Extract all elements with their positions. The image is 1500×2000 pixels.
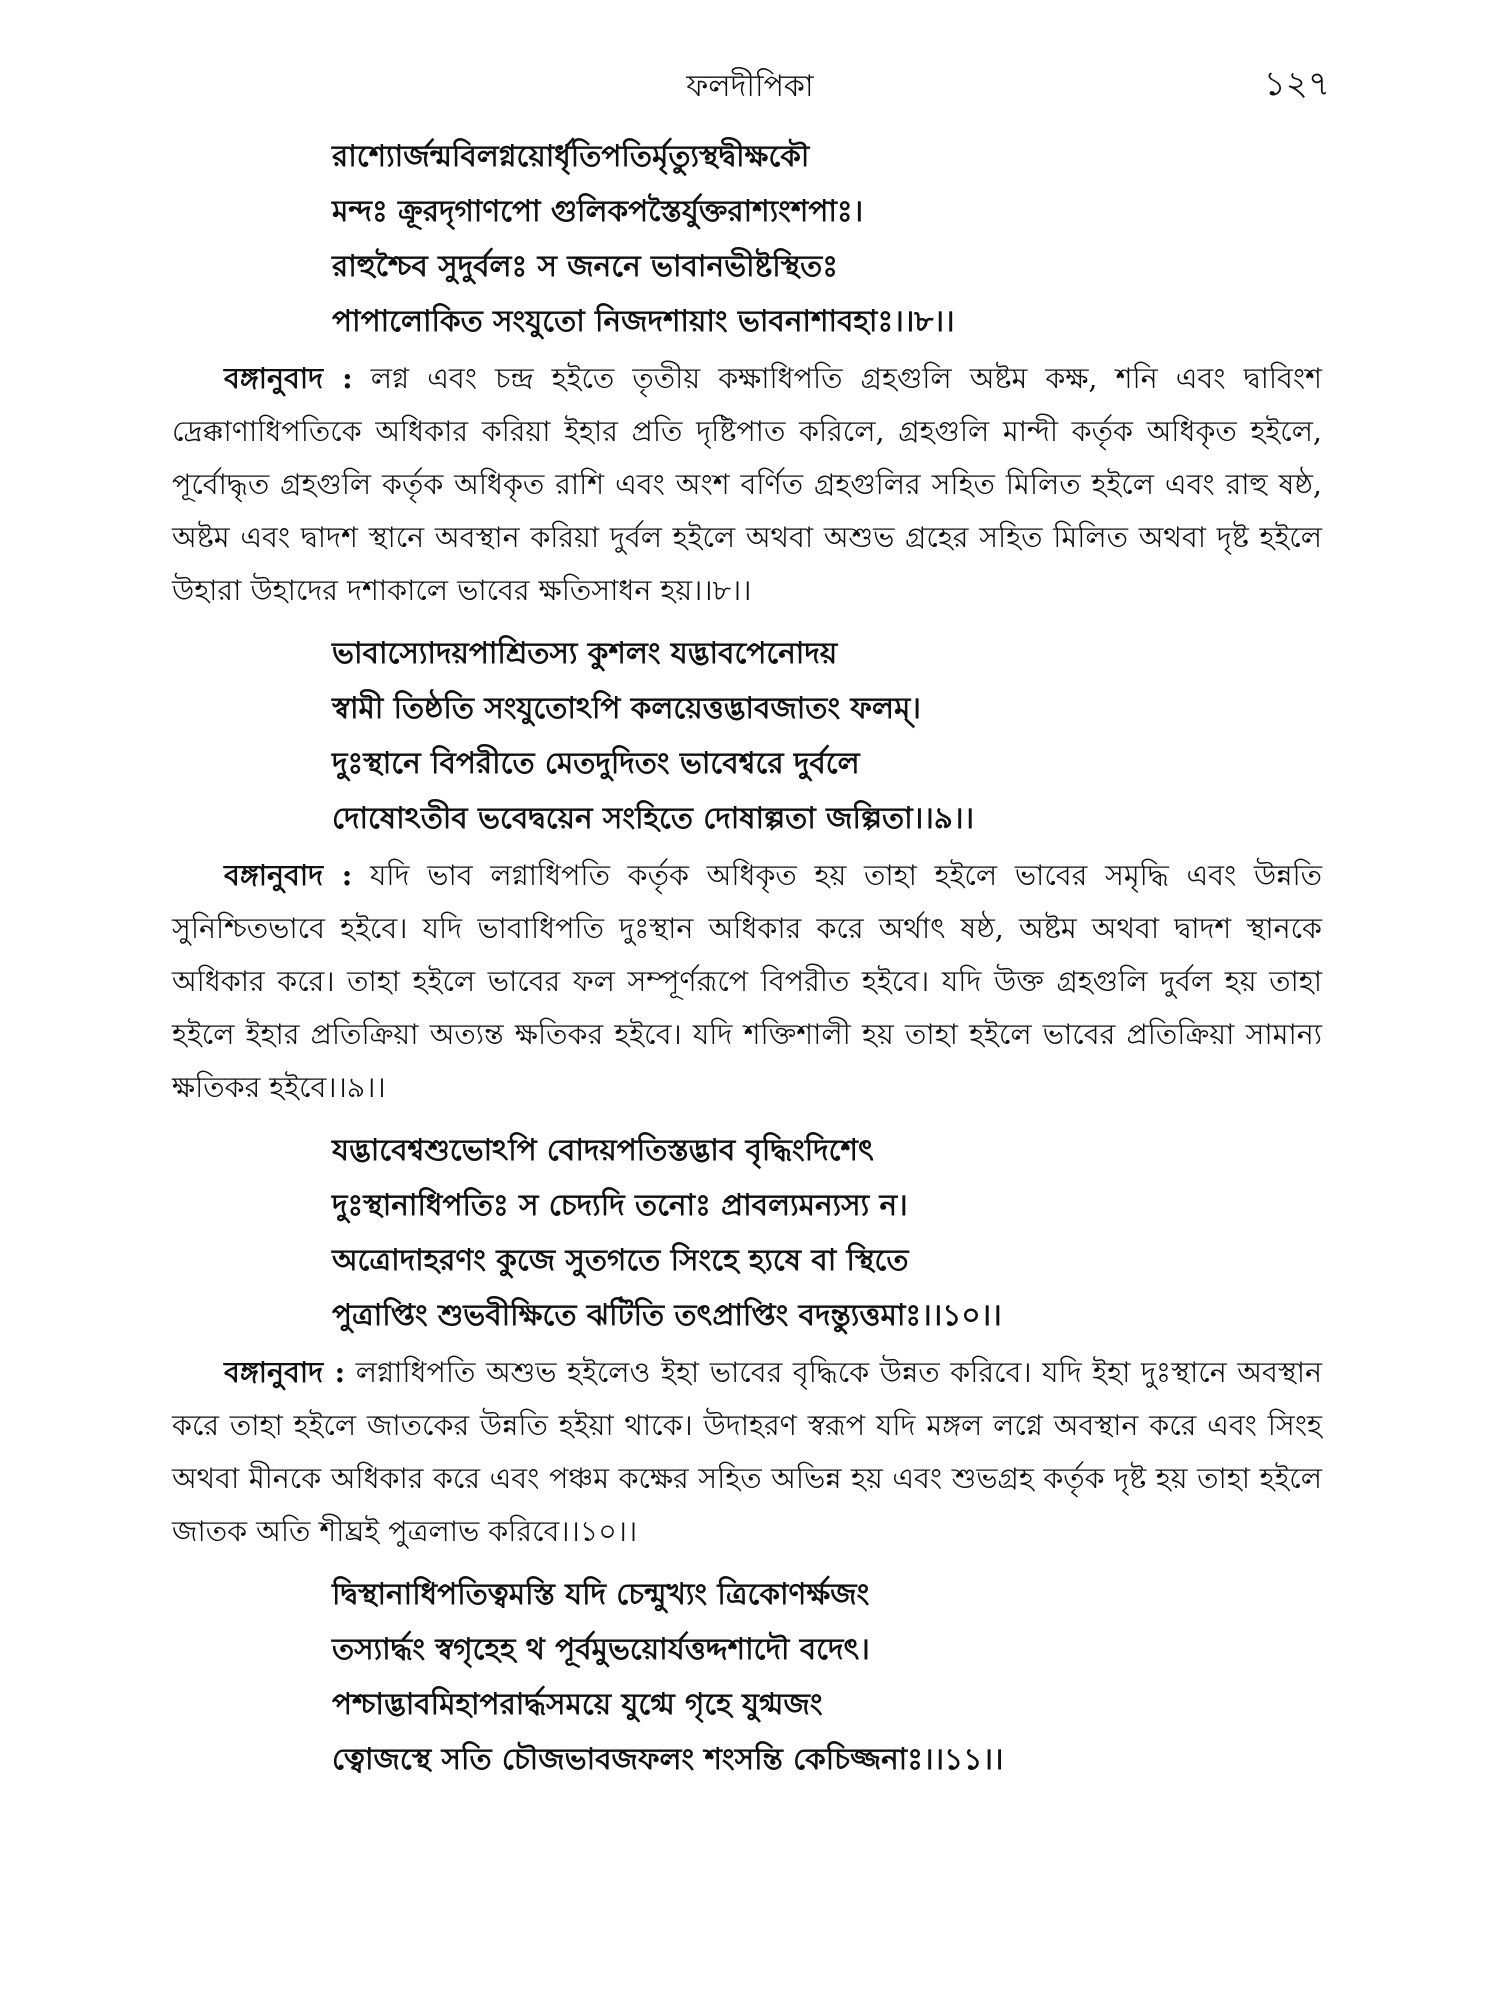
translation-9 bbox=[172, 849, 1322, 1114]
translation-10 bbox=[172, 1346, 1322, 1558]
verse-line: রাহুশ্চৈব সুদুর্বলঃ স জননে ভাবানভীষ্টস্থিতঃ bbox=[332, 248, 839, 283]
translation-label: বঙ্গানুবাদ : bbox=[224, 1355, 346, 1389]
translation-text: যদি ভাব লগ্নাধিপতি কর্তৃক অধিকৃত হয় তাহা হইলে ভাবের সমৃদ্ধি এবং উন্নতি সুনিশ্চিতভাবে হইবে। যদি ভাবাধিপতি দুঃস্থান অধিকার করে অর্থাৎ ষষ্ঠ, অষ্টম অথবা দ্বাদশ স্থানকে অধিকার করে। তাহা হইলে ভাবের ফল সম্পূর্ণরূপে বিপরীত হইবে। যদি উক্ত গ্রহগুলি দুর্বল হয় তাহা হইলে ইহার প্রতিক্রিয়া অত্যন্ত ক্ষতিকর হইবে। যদি শক্তিশালী হয় তাহা হইলে ভাবের প্রতিক্রিয়া সামান্য ক্ষতিকর হইবে।।৯।। bbox=[172, 859, 1322, 1104]
verse-line: পাপালোকিত সংযুতো নিজদশায়াং ভাবনাশাবহাঃ।।৮।। bbox=[332, 303, 955, 338]
translation-label: বঙ্গানুবাদ : bbox=[224, 858, 353, 892]
verse-line: পশ্চাদ্ভাবমিহাপরার্দ্ধসময়ে যুগ্মে গৃহে যুগ্মজং bbox=[332, 1686, 823, 1721]
verse-line: রাশ্যোর্জন্মবিলগ্নয়োর্ধৃতিপতির্মৃত্যুস্থদ্বীক্ষকৌ bbox=[332, 138, 810, 173]
translation-text: লগ্নাধিপতি অশুভ হইলেও ইহা ভাবের বৃদ্ধিকে উন্নত করিবে। যদি ইহা দুঃস্থানে অবস্থান করে তাহা হইলে জাতকের উন্নতি হইয়া থাকে। উদাহরণ স্বরূপ যদি মঙ্গল লগ্নে অবস্থান করে এবং সিংহ অথবা মীনকে অধিকার করে এবং পঞ্চম কক্ষের সহিত অভিন্ন হয় এবং শুভগ্রহ কর্তৃক দৃষ্ট হয় তাহা হইলে জাতক অতি শীঘ্রই পুত্রলাভ করিবে।।১০।। bbox=[172, 1356, 1322, 1548]
verse-line: তস্যার্দ্ধং স্বগৃহেহ থ পূর্বমুভয়োর্যত্তদ্দশাদৌ বদেৎ। bbox=[332, 1631, 870, 1666]
translation-label: বঙ্গানুবাদ : bbox=[224, 361, 353, 395]
verse-line: দ্বিস্থানাধিপতিত্বমস্তি যদি চেন্মুখ্যং ত্রিকোণর্ক্ষজং bbox=[332, 1576, 870, 1611]
verse-line: মন্দঃ ক্রূরদৃগাণপো গুলিকপস্তৈর্যুক্তরাশ্যংশপাঃ। bbox=[332, 193, 864, 228]
verse-line: অত্রোদাহরণং কুজে সুতগতে সিংহে হ্যষে বা স্থিতে bbox=[332, 1242, 909, 1277]
translation-text: লগ্ন এবং চন্দ্র হইতে তৃতীয় কক্ষাধিপতি গ্রহগুলি অষ্টম কক্ষ, শনি এবং দ্বাবিংশ দ্রেক্কাণাধিপতিকে অধিকার করিয়া ইহার প্রতি দৃষ্টিপাত করিলে, গ্রহগুলি মান্দী কর্তৃক অধিকৃত হইলে, পূর্বোদ্ধৃত গ্রহগুলি কর্তৃক অধিকৃত রাশি এবং অংশ বর্ণিত গ্রহগুলির সহিত মিলিত হইলে এবং রাহু ষষ্ঠ, অষ্টম এবং দ্বাদশ স্থানে অবস্থান করিয়া দুর্বল হইলে অথবা অশুভ গ্রহের সহিত মিলিত অথবা দৃষ্ট হইলে উহারা উহাদের দশাকালে ভাবের ক্ষতিসাধন হয়।।৮।। bbox=[172, 362, 1322, 607]
verse-10 bbox=[332, 1122, 1322, 1342]
page-body bbox=[172, 128, 1322, 1786]
verse-9 bbox=[332, 625, 1322, 845]
verse-line: ত্বোজস্থে সতি চৌজভাবজফলং শংসন্তি কেচিজ্জনাঃ।।১১।। bbox=[332, 1741, 1004, 1776]
verse-line: ভাবাস্যোদয়পাশ্রিতস্য কুশলং যদ্ভাবপেনোদয় bbox=[332, 635, 838, 670]
verse-11 bbox=[332, 1566, 1322, 1786]
verse-line: দোষোঽতীব ভবেদ্বয়েন সংহিতে দোষাল্পতা জল্পিতা।।৯।। bbox=[332, 800, 975, 835]
page-header bbox=[0, 58, 1500, 118]
running-title: ফলদীপিকা bbox=[686, 69, 814, 104]
verse-line: পুত্রাপ্তিং শুভবীক্ষিতে ঝটিতি তৎপ্রাপ্তিং বদন্ত্যুত্তমাঃ।।১০।। bbox=[332, 1297, 1002, 1332]
verse-8 bbox=[332, 128, 1322, 348]
verse-line: দুঃস্থানাধিপতিঃ স চেদ্যদি তনোঃ প্রাবল্যমন্যস্য ন। bbox=[332, 1187, 908, 1222]
page-number: ১২৭ bbox=[1263, 64, 1330, 104]
verse-line: দুঃস্থানে বিপরীতে মেতদুদিতং ভাবেশ্বরে দুর্বলে bbox=[332, 745, 860, 780]
verse-line: যদ্ভাবেশ্বশুভোঽপি বোদয়পতিস্তদ্ভাব বৃদ্ধিংদিশেৎ bbox=[332, 1132, 874, 1167]
verse-line: স্বামী তিষ্ঠতি সংযুতোঽপি কলয়েত্তদ্ভাবজাতং ফলম্। bbox=[332, 690, 921, 725]
translation-8 bbox=[172, 352, 1322, 617]
